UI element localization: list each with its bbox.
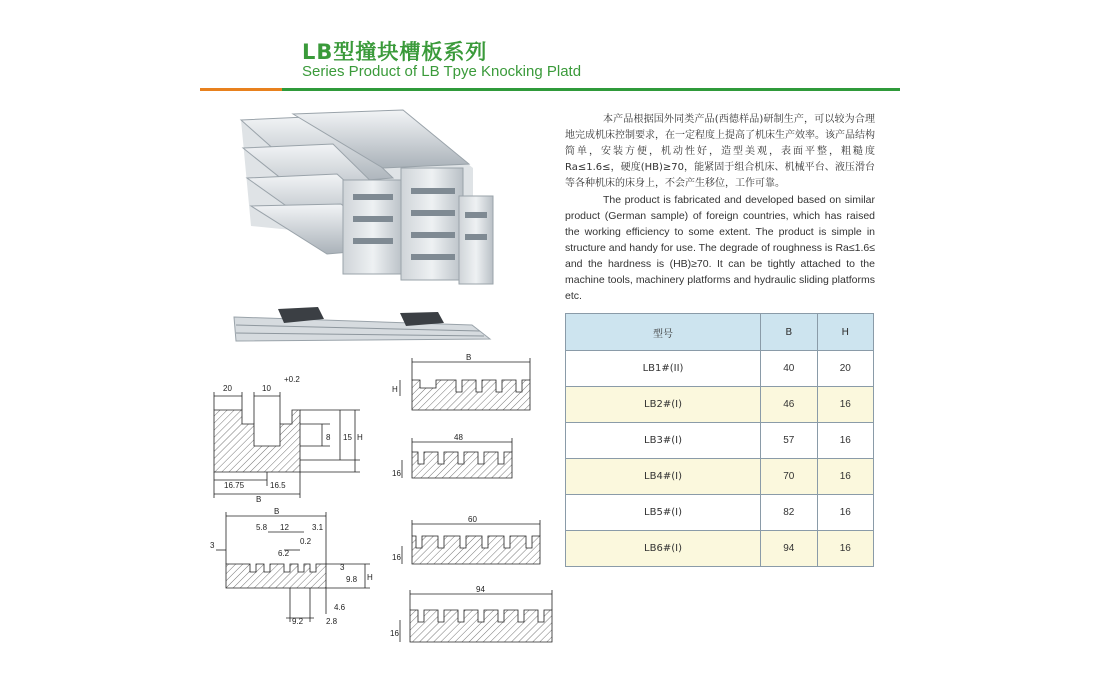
profile-2-width: 48 (454, 433, 463, 442)
profile-4-width: 94 (476, 585, 485, 594)
cell-b: 57 (761, 423, 817, 459)
cell-h: 16 (817, 387, 873, 423)
page-title-cn: LB型撞块槽板系列 (302, 40, 488, 64)
dim-8: 8 (326, 433, 331, 442)
cell-model: LB3#(I) (566, 423, 761, 459)
cell-b: 82 (761, 495, 817, 531)
description-en: The product is fabricated and developed based on similar product (German sample) of foreign countries, which has raised the working efficiency to some extent. The product is simple in structure and handy for use. The degrade of roughness is Ra≤1.6≤ and the hardness is (HB)≥70. It can be tightly attached to the machine tools, machinery platforms and hydraulic sliding platforms etc. (565, 194, 875, 302)
product-photo-rails (233, 108, 533, 292)
dim-9-2: 9.2 (292, 617, 304, 626)
cell-model: LB6#(I) (566, 531, 761, 567)
dim-5-8: 5.8 (256, 523, 268, 532)
dim-20: 20 (223, 384, 232, 393)
table-row (566, 495, 874, 531)
col-header-model: 型号 (566, 314, 761, 351)
profile-drawing-60 (402, 520, 540, 564)
cell-model: LB4#(I) (566, 459, 761, 495)
cell-h: 20 (817, 351, 873, 387)
description-cn: 本产品根据国外同类产品(西德样品)研制生产，可以较为合理地完成机床控制要求，在一定程度上提高了机床生产效率。该产品结构简单，安装方便，机动性好，造型美观，表面平整，粗糙度Ra≤1.6≤，硬度(HB)≥70，能紧固于组合机床、机械平台、液压滑台等各种机床的床身上，不会产生移位，工作可靠。 (565, 114, 875, 189)
product-description (565, 112, 875, 304)
profile-drawing-b (400, 358, 530, 410)
dim-tolerance: +0.2 (284, 375, 300, 384)
profile-1-height: H (392, 385, 398, 394)
profile-drawing-48 (402, 438, 512, 478)
technical-drawings (200, 352, 560, 652)
profile-drawing-94 (400, 590, 552, 642)
dim-6-2: 6.2 (278, 549, 290, 558)
table-row (566, 531, 874, 567)
dim-h-bottom: H (367, 573, 373, 582)
header-rule (282, 88, 900, 91)
dim-3b: 3 (340, 563, 345, 572)
table-row (566, 423, 874, 459)
profile-3-width: 60 (468, 515, 477, 524)
dim-2-8: 2.8 (326, 617, 338, 626)
profile-3-height: 16 (392, 553, 401, 562)
cell-b: 70 (761, 459, 817, 495)
cell-h: 16 (817, 423, 873, 459)
cell-model: LB5#(I) (566, 495, 761, 531)
profile-2-height: 16 (392, 469, 401, 478)
dim-16-5: 16.5 (270, 481, 286, 490)
cell-b: 40 (761, 351, 817, 387)
dim-h: H (357, 433, 363, 442)
table-row (566, 351, 874, 387)
product-photo-track (232, 295, 492, 347)
dim-0-2: 0.2 (300, 537, 312, 546)
dim-4-6: 4.6 (334, 603, 346, 612)
dim-9-8: 9.8 (346, 575, 358, 584)
spec-table (565, 313, 874, 567)
page-title-en: Series Product of LB Tpye Knocking Platd (302, 63, 582, 80)
table-row (566, 459, 874, 495)
dim-3: 3 (210, 541, 215, 550)
dim-b: B (256, 495, 262, 504)
dim-16-75: 16.75 (224, 481, 245, 490)
cell-h: 16 (817, 531, 873, 567)
cell-b: 94 (761, 531, 817, 567)
col-header-h: H (817, 314, 873, 351)
table-header-row (566, 314, 874, 351)
dim-15: 15 (343, 433, 352, 442)
cell-model: LB1#(II) (566, 351, 761, 387)
detail-drawing-bottom (216, 512, 370, 622)
cell-model: LB2#(I) (566, 387, 761, 423)
table-row (566, 387, 874, 423)
dim-b-bottom: B (274, 507, 280, 516)
cell-h: 16 (817, 495, 873, 531)
dim-3-1: 3.1 (312, 523, 324, 532)
cell-b: 46 (761, 387, 817, 423)
header-rule-accent (200, 88, 282, 91)
profile-4-height: 16 (390, 629, 399, 638)
dim-12: 12 (280, 523, 289, 532)
dim-10: 10 (262, 384, 271, 393)
col-header-b: B (761, 314, 817, 351)
profile-1-width: B (466, 353, 472, 362)
cell-h: 16 (817, 459, 873, 495)
